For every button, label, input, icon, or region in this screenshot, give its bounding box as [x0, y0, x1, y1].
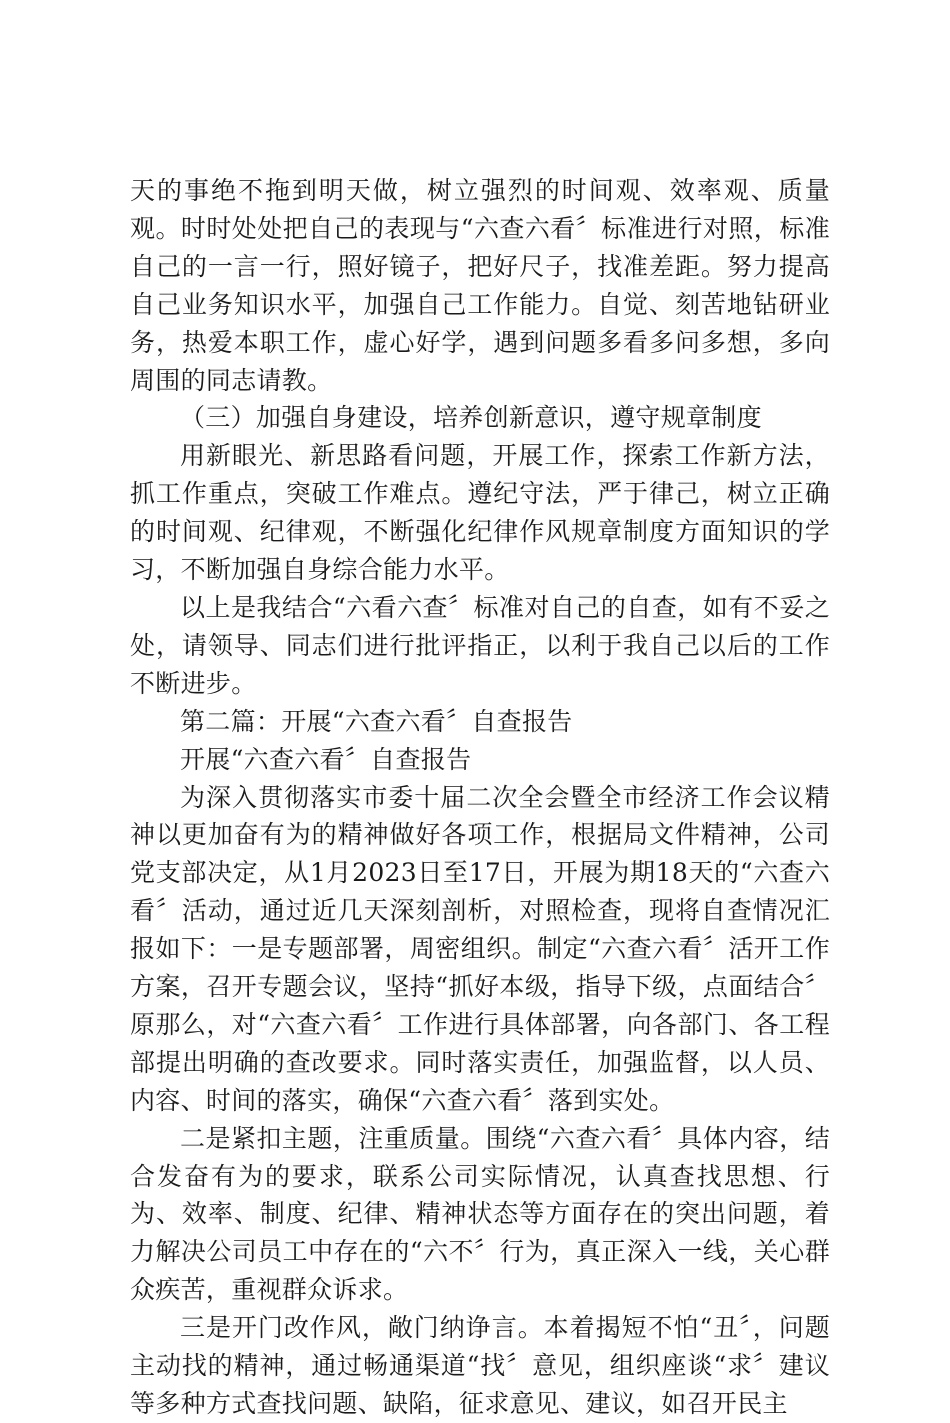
paragraph-conclusion: 以上是我结合“六看六查〞标准对自己的自查，如有不妥之处，请领导、同志们进行批评指正，以利于我自己以后的工作不断进步。	[130, 592, 830, 698]
report-title: 开展“六查六看〞自查报告	[180, 744, 472, 774]
chapter-title: 第二篇：开展“六查六看〞自查报告	[180, 706, 573, 736]
paragraph-continuation: 天的事绝不拖到明天做，树立强烈的时间观、效率观、质量观。时时处处把自己的表现与“六查六看〞标准进行对照，标准自己的一言一行，照好镜子，把好尺子，找准差距。努力提高自己业务知识水平，加强自己工作能力。自觉、刻苦地钻研业务，热爱本职工作，虚心好学，遇到问题多看多问多想，多向周围的同志请教。	[130, 176, 830, 395]
paragraph-innovation: 用新眼光、新思路看问题，开展工作，探索工作新方法，抓工作重点，突破工作难点。遵纪守法，严于律己，树立正确的时间观、纪律观，不断强化纪律作风规章制度方面知识的学习，不断加强自身综合能力水平。	[130, 441, 830, 585]
section-heading-three: （三）加强自身建设，培养创新意识，遵守规章制度	[180, 403, 762, 433]
document-body	[130, 172, 830, 1423]
paragraph-intro: 为深入贯彻落实市委十届二次全会暨全市经济工作会议精神以更加奋有为的精神做好各项工作，根据局文件精神，公司党支部决定，从1月2023日至17日，开展为期18天的“六查六看〞活动，通过近几天深刻剖析，对照检查，现将自查情况汇报如下：一是专题部署，周密组织。制定“六查六看〞活开工作方案，召开专题会议，坚持“抓好本级，指导下级，点面结合〞原那么，对“六查六看〞工作进行具体部署，向各部门、各工程部提出明确的查改要求。同时落实责任，加强监督，以人员、内容、时间的落实，确保“六查六看〞落到实处。	[130, 782, 830, 1115]
paragraph-point-three: 三是开门改作风，敞门纳诤言。本着揭短不怕“丑〞，问题主动找的精神，通过畅通渠道“找〞意见，组织座谈“求〞建议等多种方式查找问题、缺陷，征求意见、建议，如召开民主	[130, 1313, 830, 1418]
paragraph-point-two: 二是紧扣主题，注重质量。围绕“六查六看〞具体内容，结合发奋有为的要求，联系公司实际情况，认真查找思想、行为、效率、制度、纪律、精神状态等方面存在的突出问题，着力解决公司员工中存在的“六不〞行为，真正深入一线，关心群众疾苦，重视群众诉求。	[130, 1123, 830, 1305]
